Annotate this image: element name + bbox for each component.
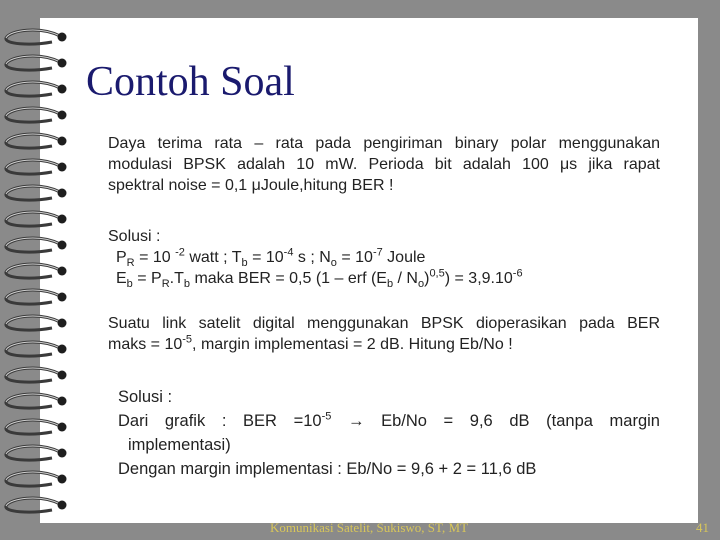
problem-1-line-1: Daya terima rata – rata pada pengiriman binary polar menggunakan: [108, 135, 660, 152]
spiral-binding-ring-icon: [6, 134, 67, 148]
problem-2-line-1: Suatu link satelit digital menggunakan BPSK dioperasikan pada BER: [108, 315, 660, 332]
problem-1: [108, 133, 660, 196]
spiral-binding-ring-icon: [6, 82, 67, 96]
solution-2-line-3: Dengan margin implementasi : Eb/No = 9,6 + 2 = 11,6 dB: [118, 460, 537, 478]
solution-1-line-2: $E_b = P_R.T_b$ maka BER = 0,5 (1 – erf $(E_b / N_o)^{0,5}) = 3,9.10^{-6}$: [116, 267, 523, 291]
spiral-binding-ring-icon: [6, 30, 67, 44]
spiral-binding-ring-icon: [6, 56, 67, 70]
spiral-binding-ring-icon: [6, 394, 67, 408]
page-number: 41: [696, 520, 709, 535]
spiral-binding-ring-icon: [6, 472, 67, 486]
problem-2: [108, 313, 660, 355]
spiral-binding-ring-icon: [6, 160, 67, 174]
problem-1-line-2: modulasi BPSK adalah 10 mW. Perioda bit adalah 100 μs jika rapat: [108, 156, 660, 173]
spiral-binding-ring-icon: [6, 420, 67, 434]
spiral-binding-ring-icon: [6, 446, 67, 460]
solution-2: [108, 385, 660, 481]
spiral-binding-ring-icon: [6, 290, 67, 304]
problem-2-line-2: maks = $10^{-5}$, margin implementasi = 2 dB. Hitung Eb/No !: [108, 333, 513, 353]
spiral-binding-ring-icon: [6, 264, 67, 278]
solution-2-line-1: Dari grafik : BER $=10^{-5} \to Eb/No = 9,6$ dB (tanpa margin: [118, 410, 660, 430]
spiral-binding-ring-icon: [6, 342, 67, 356]
spiral-binding-ring-icon: [6, 498, 67, 512]
spiral-binding-ring-icon: [6, 108, 67, 122]
solution-1-label: Solusi :: [108, 228, 161, 245]
solution-2-line-2: implementasi): [128, 436, 231, 454]
solution-1-line-1: $P_R = 10$ $^{-2}$ watt ; $T_b = 10^{-4}$ s ; $N_o = 10^{-7}$ Joule: [116, 246, 426, 270]
spiral-binding-ring-icon: [6, 316, 67, 330]
spiral-binding-ring-icon: [6, 212, 67, 226]
problem-1-line-3: spektral noise = 0,1 μJoule,hitung BER !: [108, 177, 394, 194]
slide-title: Contoh Soal: [86, 59, 295, 105]
spiral-binding: [0, 0, 80, 540]
slide-footer: Komunikasi Satelit, Sukiswo, ST, MT: [270, 520, 469, 535]
solution-2-label: Solusi :: [118, 388, 173, 406]
spiral-binding-ring-icon: [6, 186, 67, 200]
spiral-binding-ring-icon: [6, 368, 67, 382]
spiral-binding-ring-icon: [6, 238, 67, 252]
slide-content: [108, 133, 660, 481]
